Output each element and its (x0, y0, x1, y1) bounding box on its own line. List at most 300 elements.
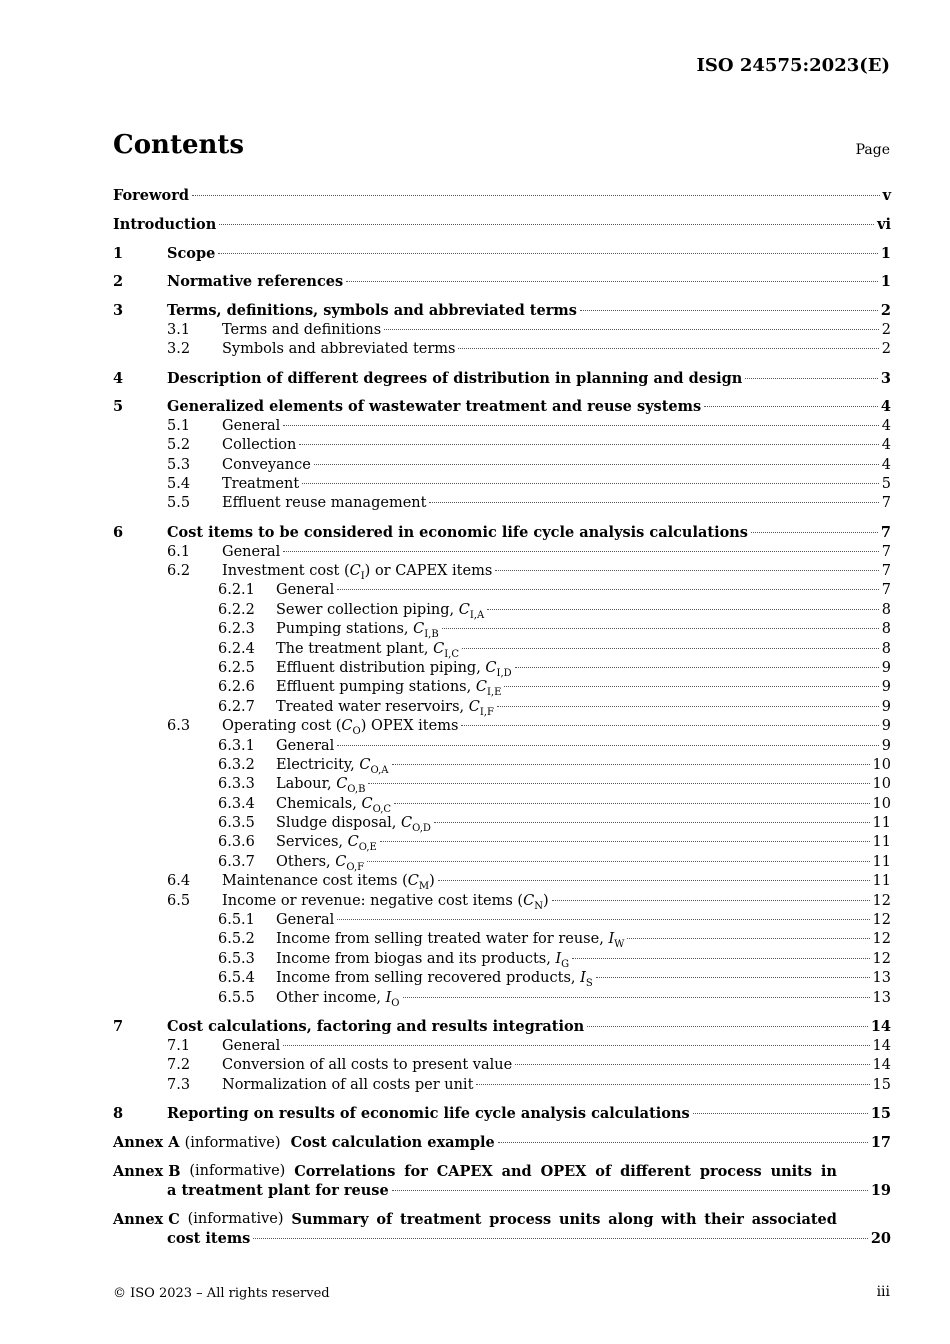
annex-title-word: Summary (291, 1211, 369, 1229)
toc-entry-number: 6.5 (167, 892, 191, 909)
toc-entry[interactable] (113, 1076, 891, 1095)
annex-title-word: Correlations (294, 1162, 396, 1180)
toc-entry-page: 14 (872, 1037, 891, 1054)
toc-symbol-subscript: I,F (479, 706, 494, 718)
toc-entry[interactable] (113, 215, 891, 234)
toc-entry-page: 4 (881, 417, 891, 434)
toc-entry[interactable] (113, 436, 891, 455)
toc-leader-dots (283, 425, 878, 426)
toc-leader-dots (745, 378, 878, 379)
toc-entry-title: Reporting on results of economic life cycle analysis calculations (167, 1105, 690, 1123)
toc-entry-page: 20 (870, 1230, 891, 1248)
toc-entry[interactable] (113, 833, 891, 852)
toc-symbol: C (347, 834, 359, 851)
toc-entry[interactable] (113, 369, 891, 388)
toc-leader-dots (394, 803, 870, 804)
toc-entry-number: 5.4 (167, 476, 191, 493)
toc-symbol: C (468, 698, 480, 715)
toc-entry[interactable] (113, 620, 891, 639)
toc-entry-page: 12 (872, 892, 891, 909)
toc-annex-heading (113, 1210, 837, 1229)
annex-title-word: for (404, 1162, 428, 1180)
table-of-contents (113, 186, 891, 1249)
toc-entry-number: 6.2.7 (218, 698, 255, 715)
toc-entry[interactable] (113, 186, 891, 205)
toc-symbol-subscript: O,B (347, 784, 366, 796)
toc-leader-dots (299, 444, 878, 445)
toc-entry-number: 7.2 (167, 1057, 191, 1074)
toc-entry-page: 8 (881, 621, 891, 638)
toc-entry[interactable] (113, 1037, 891, 1056)
toc-entry-page: 10 (872, 776, 891, 793)
toc-entry-title: Operating cost $(C_O)$ OPEX items (222, 718, 459, 737)
toc-entry-page: 14 (870, 1018, 891, 1036)
toc-annex-entry[interactable] (113, 1133, 891, 1152)
toc-entry[interactable] (113, 969, 891, 988)
toc-entry-page: 12 (872, 931, 891, 948)
toc-entry[interactable] (113, 1056, 891, 1075)
toc-entry-page: 13 (872, 989, 891, 1006)
toc-entry-title: Other income, $I_O$ (276, 989, 400, 1009)
toc-symbol-subscript: I,A (469, 609, 485, 621)
toc-entry[interactable] (113, 417, 891, 436)
toc-leader-dots (283, 1045, 869, 1046)
toc-entry[interactable] (113, 698, 891, 717)
toc-symbol: C (413, 621, 425, 638)
toc-entry-page: 2 (880, 302, 891, 320)
annex-name: Annex A (113, 1134, 180, 1152)
toc-entry[interactable] (113, 737, 891, 756)
toc-leader-dots (462, 648, 879, 649)
toc-entry-number: 6.2.3 (218, 621, 255, 638)
toc-entry-title: Symbols and abbreviated terms (222, 340, 456, 357)
toc-symbol-subscript: O,F (346, 861, 365, 873)
toc-entry-title: The treatment plant, $C_{I,C}$ (276, 640, 459, 660)
annex-title-word: units (770, 1162, 813, 1180)
toc-entry[interactable] (113, 775, 891, 794)
toc-entry-title: Description of different degrees of distribution in planning and design (167, 369, 743, 387)
toc-leader-dots (429, 502, 878, 503)
toc-entry-title: Effluent pumping stations, $C_{I,E}$ (276, 679, 502, 699)
annex-title-word: and (501, 1162, 532, 1180)
toc-entry-page: 17 (870, 1134, 891, 1152)
toc-leader-dots (346, 281, 878, 282)
annex-title-continued: cost items (167, 1230, 251, 1248)
annex-title-word: of (595, 1162, 612, 1180)
annex-title-word: with (661, 1211, 697, 1229)
toc-entry-page: 9 (881, 718, 891, 735)
toc-entry-page: 4 (881, 456, 891, 473)
toc-entry-number: 6.3 (167, 718, 191, 735)
toc-entry[interactable] (113, 892, 891, 911)
toc-entry-number: 7 (113, 1018, 124, 1036)
page-column-label: Page (855, 142, 890, 158)
toc-symbol-subscript: O (391, 997, 400, 1009)
toc-annex-entry[interactable] (113, 1210, 891, 1249)
annex-title-continued: a treatment plant for reuse (167, 1182, 389, 1200)
toc-entry-number: 6.3.2 (218, 756, 255, 773)
toc-leader-dots (442, 628, 879, 629)
toc-symbol-subscript: N (534, 900, 543, 912)
toc-entry-number: 5.3 (167, 456, 191, 473)
toc-entry-number: 6.3.7 (218, 853, 255, 870)
toc-leader-dots (337, 919, 869, 920)
toc-leader-dots (218, 253, 878, 254)
toc-entry[interactable] (113, 989, 891, 1008)
toc-annex-heading (113, 1133, 495, 1153)
toc-leader-dots (337, 589, 878, 590)
toc-entry-page: 11 (872, 815, 891, 832)
toc-leader-dots (476, 1084, 869, 1085)
toc-symbol: C (523, 892, 535, 909)
toc-leader-dots (384, 329, 879, 330)
toc-symbol-subscript: O (352, 726, 361, 737)
toc-entry-page: 13 (872, 970, 891, 987)
toc-entry-number: 3 (113, 302, 124, 320)
toc-symbol-subscript: I,B (424, 629, 439, 641)
toc-leader-dots (368, 783, 869, 784)
annex-title-word: OPEX (540, 1162, 587, 1180)
toc-entry-number: 7.1 (167, 1037, 191, 1054)
toc-leader-dots (504, 686, 878, 687)
toc-entry-number: 6.4 (167, 873, 191, 890)
toc-entry[interactable] (113, 872, 891, 891)
toc-entry-number: 6.5.2 (218, 931, 255, 948)
toc-annex-line (113, 1229, 891, 1248)
annex-title-word: different (620, 1162, 691, 1180)
toc-symbol: C (458, 601, 470, 618)
toc-entry-number: 8 (113, 1105, 124, 1123)
toc-entry-title: General (276, 582, 335, 599)
toc-entry-page: 11 (872, 873, 891, 890)
toc-entry-page: 9 (881, 679, 891, 696)
toc-entry-page: 1 (880, 273, 891, 291)
toc-entry-page: 9 (881, 737, 891, 754)
toc-symbol-subscript: W (614, 939, 625, 951)
toc-symbol-subscript: I,E (486, 687, 502, 699)
toc-annex-line (113, 1181, 891, 1200)
toc-symbol-subscript: I,D (496, 667, 512, 679)
toc-entry[interactable] (113, 581, 891, 600)
toc-entry-title: Treatment (222, 476, 300, 493)
toc-entry-title: General (222, 417, 281, 434)
annex-name: Annex C (113, 1211, 180, 1229)
toc-entry[interactable] (113, 950, 891, 969)
toc-entry-title: Normalization of all costs per unit (222, 1076, 474, 1093)
toc-entry-number: 6.2.1 (218, 582, 255, 599)
annex-type: (informative) (189, 1162, 286, 1179)
toc-entry-number: 6 (113, 524, 124, 542)
toc-symbol-subscript: M (418, 881, 430, 893)
toc-symbol: I (608, 931, 615, 948)
toc-symbol: C (400, 815, 413, 832)
toc-entry-title: Cost items to be considered in economic life cycle analysis calculations (167, 524, 748, 542)
toc-entry-number: 2 (113, 273, 124, 291)
annex-title-word: along (608, 1211, 654, 1229)
toc-entry-title: Income or revenue: negative cost items $(C_N)$ (222, 892, 549, 912)
toc-leader-dots (380, 841, 870, 842)
toc-leader-dots (498, 1142, 868, 1143)
toc-entry[interactable] (113, 494, 891, 513)
toc-entry[interactable] (113, 244, 891, 263)
toc-annex-heading (113, 1162, 837, 1181)
toc-entry-title: Conversion of all costs to present value (222, 1057, 513, 1074)
toc-symbol: C (336, 776, 348, 793)
toc-annex-entry[interactable] (113, 1162, 891, 1201)
toc-symbol-subscript: I (360, 570, 365, 582)
annex-title-word: treatment (400, 1211, 482, 1229)
annex-title-word: their (704, 1211, 744, 1229)
toc-entry[interactable] (113, 272, 891, 291)
toc-leader-dots (751, 532, 878, 533)
toc-entry[interactable] (113, 678, 891, 697)
toc-leader-dots (458, 348, 878, 349)
toc-entry-title: Services, $C_{O,E}$ (276, 834, 377, 854)
toc-leader-dots (314, 464, 879, 465)
toc-entry-number: 6.2.5 (218, 659, 255, 676)
toc-entry-number: 6.3.6 (218, 834, 255, 851)
toc-entry-page: 9 (881, 698, 891, 715)
toc-entry-title: Maintenance cost items $(C_M)$ (222, 873, 435, 893)
toc-leader-dots (283, 551, 878, 552)
toc-entry-page: 7 (880, 524, 891, 542)
toc-symbol: C (407, 873, 419, 890)
toc-leader-dots (461, 725, 878, 726)
toc-entry-title: Terms and definitions (222, 321, 382, 338)
toc-leader-dots (438, 880, 870, 881)
toc-entry-page: 3 (880, 369, 891, 387)
annex-title-word: associated (751, 1211, 837, 1229)
toc-entry-number: 5.2 (167, 437, 191, 454)
toc-leader-dots (219, 224, 874, 225)
toc-entry-title: Income from selling treated water for reuse, $I_W$ (276, 931, 625, 951)
toc-entry-page: v (882, 187, 891, 204)
toc-leader-dots (587, 1026, 868, 1027)
toc-entry-page: 9 (881, 659, 891, 676)
toc-entry-page: 1 (880, 244, 891, 262)
toc-entry[interactable] (113, 397, 891, 416)
annex-name: Annex B (113, 1162, 181, 1180)
toc-entry-title: Generalized elements of wastewater treatment and reuse systems (167, 398, 702, 416)
toc-entry-page: 10 (872, 756, 891, 773)
toc-leader-dots (627, 938, 869, 939)
document-code: ISO 24575:2023(E) (696, 55, 890, 76)
toc-leader-dots (392, 764, 870, 765)
toc-entry-page: 12 (872, 950, 891, 967)
toc-entry-page: 8 (881, 601, 891, 618)
toc-entry-title: Pumping stations, $C_{I,B}$ (276, 621, 439, 641)
toc-entry-number: 6.2 (167, 562, 191, 579)
toc-symbol-subscript: O,E (358, 842, 377, 854)
toc-entry-number: 5 (113, 398, 124, 416)
toc-leader-dots (487, 609, 879, 610)
toc-entry[interactable] (113, 523, 891, 542)
toc-entry-title: Investment cost $(C_I)$ or CAPEX items (222, 562, 493, 582)
toc-entry[interactable] (113, 814, 891, 833)
page-title: Contents (113, 130, 245, 160)
toc-entry-page: 8 (881, 640, 891, 657)
toc-entry-number: 5.1 (167, 417, 191, 434)
toc-entry-number: 6.3.4 (218, 795, 255, 812)
toc-leader-dots (572, 958, 869, 959)
toc-symbol-subscript: S (585, 978, 593, 990)
toc-entry-title: Labour, $C_{O,B}$ (276, 776, 366, 796)
annex-title-word: CAPEX (436, 1162, 493, 1180)
toc-leader-dots (302, 483, 879, 484)
toc-entry-title: General (222, 1037, 281, 1054)
toc-entry-title: Effluent reuse management (222, 495, 427, 512)
toc-leader-dots (580, 310, 878, 311)
toc-entry-number: 6.1 (167, 543, 191, 560)
toc-entry[interactable] (113, 475, 891, 494)
toc-entry-page: 2 (881, 340, 891, 357)
toc-symbol-subscript: O,D (412, 822, 431, 834)
toc-leader-dots (596, 977, 870, 978)
toc-entry[interactable] (113, 601, 891, 620)
toc-leader-dots (434, 822, 870, 823)
toc-leader-dots (515, 667, 879, 668)
toc-entry-page: 15 (872, 1076, 891, 1093)
toc-entry-title: Normative references (167, 273, 344, 291)
toc-leader-dots (515, 1064, 869, 1065)
toc-entry[interactable] (113, 1017, 891, 1036)
toc-entry-title: Collection (222, 437, 297, 454)
toc-entry-title: Scope (167, 244, 216, 262)
toc-entry[interactable] (113, 321, 891, 340)
toc-symbol: C (335, 853, 347, 870)
annex-title-word: units (558, 1211, 601, 1229)
toc-entry-title: General (276, 912, 335, 929)
toc-symbol: I (580, 970, 586, 987)
toc-entry-title: Others, $C_{O,F}$ (276, 853, 365, 873)
toc-entry-page: 7 (881, 562, 891, 579)
toc-entry[interactable] (113, 795, 891, 814)
toc-entry-title: Introduction (113, 215, 217, 233)
toc-leader-dots (497, 706, 879, 707)
toc-entry[interactable] (113, 562, 891, 581)
toc-entry[interactable] (113, 930, 891, 949)
toc-symbol: C (485, 659, 497, 676)
toc-entry[interactable] (113, 456, 891, 475)
toc-entry-page: 12 (872, 912, 891, 929)
toc-entry-title: Effluent distribution piping, $C_{I,D}$ (276, 659, 512, 679)
toc-symbol-subscript: O,A (370, 764, 389, 776)
toc-entry-number: 6.3.1 (218, 737, 255, 754)
toc-entry-page: 2 (881, 321, 891, 338)
toc-entry-page: 4 (880, 398, 891, 416)
toc-leader-dots (367, 861, 869, 862)
annex-type: (informative) (187, 1211, 284, 1228)
toc-symbol: C (349, 562, 361, 579)
toc-entry-page: 10 (872, 795, 891, 812)
toc-entry[interactable] (113, 659, 891, 678)
toc-entry[interactable] (113, 911, 891, 930)
toc-entry-page: 7 (881, 582, 891, 599)
toc-entry-page: 5 (881, 476, 891, 493)
toc-entry-page: 7 (881, 495, 891, 512)
toc-entry-title: Income from biogas and its products, $I_G$ (276, 950, 570, 970)
toc-entry-number: 6.5.1 (218, 912, 255, 929)
toc-annex-line (113, 1133, 891, 1152)
toc-entry[interactable] (113, 640, 891, 659)
toc-symbol: C (361, 795, 373, 812)
toc-entry-number: 4 (113, 369, 124, 387)
toc-entry-number: 6.5.3 (218, 950, 255, 967)
toc-entry[interactable] (113, 1104, 891, 1123)
annex-title-word: of (376, 1211, 393, 1229)
toc-entry-page: 14 (872, 1057, 891, 1074)
toc-leader-dots (693, 1113, 868, 1114)
toc-leader-dots (403, 997, 870, 998)
toc-entry-title: Chemicals, $C_{O,C}$ (276, 795, 392, 815)
toc-entry-title: General (222, 543, 281, 560)
toc-entry-title: Sludge disposal, $C_{O,D}$ (276, 815, 431, 834)
toc-entry-number: 3.2 (167, 340, 191, 357)
toc-entry-title: Income from selling recovered products, $I_S$ (276, 970, 593, 990)
toc-entry-title: Electricity, $C_{O,A}$ (276, 756, 389, 776)
copyright-notice: © ISO 2023 – All rights reserved (113, 1286, 330, 1301)
toc-entry[interactable] (113, 543, 891, 562)
toc-entry-number: 7.3 (167, 1076, 191, 1093)
toc-entry-number: 6.5.5 (218, 989, 255, 1006)
toc-entry[interactable] (113, 853, 891, 872)
toc-symbol-subscript: G (561, 958, 570, 970)
toc-entry-number: 6.2.6 (218, 679, 255, 696)
toc-leader-dots (495, 570, 878, 571)
toc-entry[interactable] (113, 340, 891, 359)
toc-entry[interactable] (113, 756, 891, 775)
toc-entry[interactable] (113, 301, 891, 320)
annex-title-word: process (489, 1211, 552, 1229)
toc-entry-number: 3.1 (167, 321, 191, 338)
toc-entry-number: 5.5 (167, 495, 191, 512)
toc-leader-dots (392, 1190, 868, 1191)
toc-leader-dots (192, 195, 880, 196)
toc-leader-dots (704, 406, 878, 407)
toc-entry-number: 6.2.4 (218, 640, 255, 657)
toc-entry-number: 6.3.5 (218, 815, 255, 832)
toc-entry-page: 4 (881, 437, 891, 454)
toc-symbol: C (475, 679, 487, 696)
toc-entry[interactable] (113, 717, 891, 736)
toc-leader-dots (337, 745, 878, 746)
toc-leader-dots (552, 900, 870, 901)
toc-entry-number: 6.3.3 (218, 776, 255, 793)
toc-leader-dots (253, 1238, 867, 1239)
toc-entry-page: 15 (870, 1105, 891, 1123)
toc-entry-page: 11 (872, 853, 891, 870)
toc-symbol: I (385, 989, 392, 1006)
toc-entry-page: 19 (870, 1182, 891, 1200)
toc-symbol-subscript: O,C (372, 803, 392, 815)
toc-entry-title: Sewer collection piping, $C_{I,A}$ (276, 601, 485, 621)
toc-entry-title: Terms, definitions, symbols and abbreviated terms (167, 302, 577, 320)
toc-entry-number: 1 (113, 244, 124, 262)
toc-entry-title: Treated water reservoirs, $C_{I,F}$ (276, 698, 494, 718)
annex-type: (informative) (184, 1135, 281, 1152)
toc-symbol: C (433, 640, 445, 657)
toc-entry-number: 6.2.2 (218, 601, 255, 618)
toc-entry-title: Cost calculations, factoring and results integration (167, 1018, 585, 1036)
toc-symbol: C (359, 756, 371, 773)
toc-entry-page: vi (877, 215, 891, 233)
annex-title: Cost calculation example (290, 1134, 495, 1152)
toc-symbol: C (341, 718, 353, 735)
toc-entry-title: Conveyance (222, 456, 311, 473)
annex-title-word: process (699, 1162, 762, 1180)
annex-title-word: in (820, 1162, 837, 1180)
toc-entry-page: 7 (881, 543, 891, 560)
